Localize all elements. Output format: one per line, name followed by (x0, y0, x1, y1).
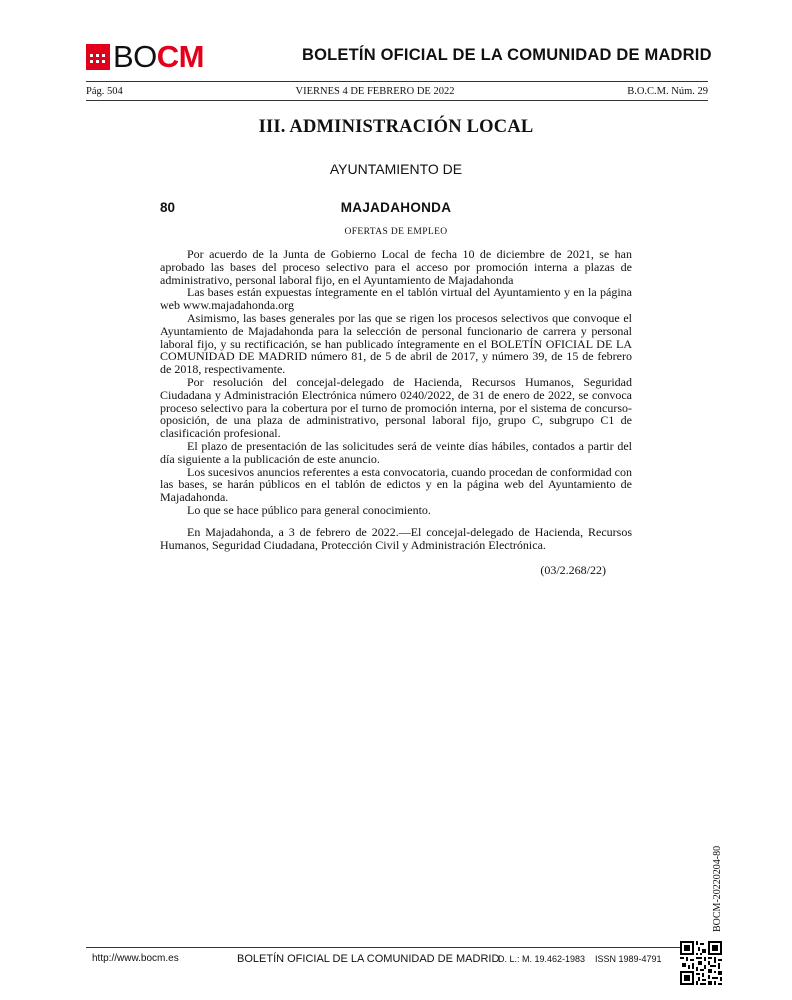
paragraph: Asimismo, las bases generales por las que se rigen los procesos selectivos que convoque el Ayuntamiento de Majadahonda para la selección de personal funcionario de carrera y personal laboral fijo, y su rectificación, se han publicado íntegramente en el BOLETÍN OFICIAL DE LA COMUNIDAD DE MADRID número 81, de 5 de abril de 2017, y número 39, de 15 de febrero de 2018, respectivamente. (160, 310, 632, 377)
page-number: Pág. 504 (86, 86, 123, 97)
qr-code-icon[interactable] (680, 941, 722, 985)
announcement-number: 80 (160, 200, 176, 215)
announcement-body (160, 248, 632, 551)
municipality-title: MAJADAHONDA (340, 200, 452, 215)
header-meta (86, 86, 708, 97)
paragraph: Las bases están expuestas íntegramente en el tablón virtual del Ayuntamiento y en la página web www.majadahonda.org (160, 285, 632, 313)
entity-prefix: AYUNTAMIENTO DE (329, 161, 463, 177)
subheading: OFERTAS DE EMPLEO (344, 227, 448, 237)
paragraph: Lo que se hace público para general conocimiento. (187, 502, 431, 517)
footer-rule (86, 947, 714, 948)
footer-url-link[interactable]: http://www.bocm.es (92, 953, 179, 964)
paragraph: Por acuerdo de la Junta de Gobierno Local de fecha 10 de diciembre de 2021, se han aprobado las bases del proceso selectivo para el acceso por promoción interna a plazas de administrativo, personal laboral fijo, en el Ayuntamiento de Majadahonda (160, 247, 632, 287)
logo-text: BOCM (113, 39, 205, 74)
paragraph: El plazo de presentación de las solicitudes será de veinte días hábiles, contados a partir del día siguiente a la publicación de este anuncio. (160, 438, 632, 466)
reference-code: (03/2.268/22) (540, 563, 606, 577)
footer-title: BOLETÍN OFICIAL DE LA COMUNIDAD DE MADRID (237, 953, 500, 965)
bocm-logo (86, 39, 205, 74)
signature-paragraph: En Majadahonda, a 3 de febrero de 2022.—El concejal-delegado de Hacienda, Recursos Humanos, Seguridad Ciudadana, Protección Civil y Administración Electrónica. (160, 524, 632, 552)
issue-date: VIERNES 4 DE FEBRERO DE 2022 (295, 86, 455, 97)
header-rule-bottom (86, 100, 708, 101)
footer-legal-deposit: D. L.: M. 19.462-1983 (498, 954, 586, 964)
header-rule-top (86, 81, 708, 82)
paragraph: Los sucesivos anuncios referentes a esta convocatoria, cuando procedan de conformidad con las bases, se harán públicos en el tablón de edictos y en la página web del Ayuntamiento de Majadahonda. (160, 464, 632, 505)
footer-issn: ISSN 1989-4791 (595, 954, 662, 964)
section-title: III. ADMINISTRACIÓN LOCAL (258, 117, 534, 137)
side-document-code: BOCM-20220204-80 (712, 845, 723, 932)
issue-number: B.O.C.M. Núm. 29 (627, 86, 708, 97)
header-title: BOLETÍN OFICIAL DE LA COMUNIDAD DE MADRID (302, 46, 712, 64)
madrid-flag-icon (86, 44, 110, 70)
paragraph: Por resolución del concejal-delegado de Hacienda, Recursos Humanos, Seguridad Ciudadana y Administración Electrónica número 0240/2022, de 31 de enero de 2022, se convoca proceso selectivo para la cobertura por el turno de promoción interna, por el sistema de concurso-oposición, de una plaza de administrativo, personal laboral fijo, grupo C, subgrupo C1 de clasificación profesional. (160, 374, 632, 441)
